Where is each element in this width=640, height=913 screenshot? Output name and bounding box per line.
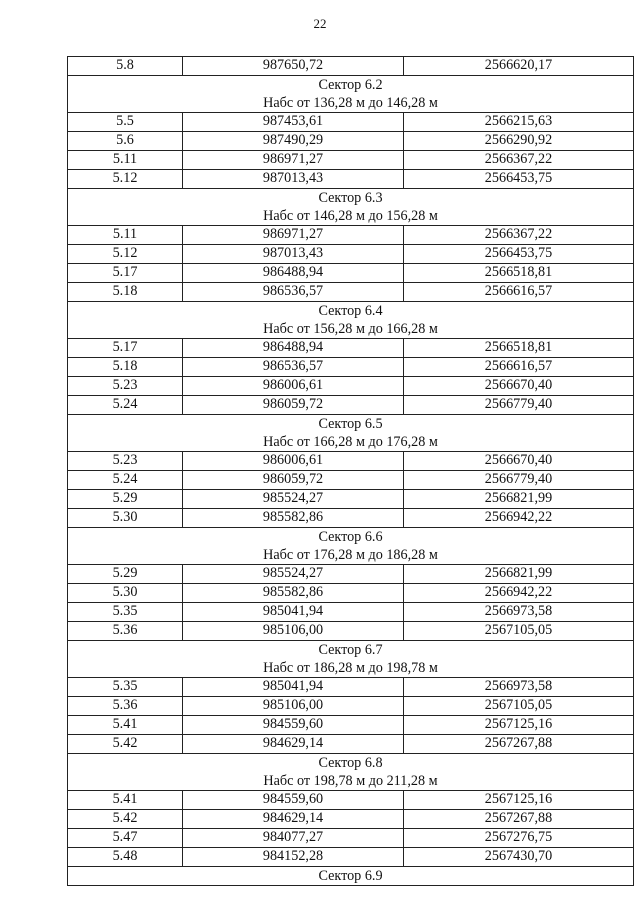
sector-range: Набс от 198,78 м до 211,28 м: [263, 773, 438, 789]
table-row: [68, 565, 633, 584]
x-coordinate-cell: 985582,86: [183, 584, 404, 602]
y-coordinate-cell: 2566779,40: [484, 396, 553, 412]
x-coordinate-cell: 986059,72: [183, 471, 404, 489]
point-cell: 5.18: [68, 358, 183, 376]
x-coordinate-cell: 987490,29: [183, 132, 404, 150]
sector-range: Набс от 136,28 м до 146,28 м: [263, 95, 438, 111]
table-row: [68, 716, 633, 735]
point-cell: 5.23: [68, 452, 183, 470]
y-coordinate-cell: 2567267,88: [484, 735, 553, 751]
point-cell: 5.35: [68, 678, 183, 696]
x-coordinate-cell: 987453,61: [183, 113, 404, 131]
point-cell: 5.29: [68, 565, 183, 583]
y-coordinate-cell: 2566616,57: [484, 283, 553, 299]
sector-range: Набс от 156,28 м до 166,28 м: [263, 321, 438, 337]
x-coordinate-cell: 987013,43: [183, 245, 404, 263]
sector-title: Сектор 6.2: [318, 77, 383, 93]
x-coordinate-cell: 984629,14: [183, 735, 404, 753]
point-cell: 5.41: [68, 791, 183, 809]
table-row: [68, 622, 633, 641]
sector-header: [68, 76, 633, 113]
sector-header: [68, 302, 633, 339]
y-coordinate-cell: 2566367,22: [484, 151, 553, 167]
point-cell: 5.42: [68, 810, 183, 828]
point-cell: 5.12: [68, 170, 183, 188]
point-cell: 5.17: [68, 264, 183, 282]
y-coordinate-cell: 2566620,17: [484, 57, 553, 73]
point-cell: 5.6: [68, 132, 183, 150]
point-cell: 5.18: [68, 283, 183, 301]
x-coordinate-cell: 985106,00: [183, 622, 404, 640]
x-coordinate-cell: 984152,28: [183, 848, 404, 866]
y-coordinate-cell: 2566453,75: [484, 245, 553, 261]
y-coordinate-cell: 2566973,58: [484, 678, 553, 694]
x-coordinate-cell: 985041,94: [183, 678, 404, 696]
table-row: [68, 810, 633, 829]
table-row: [68, 339, 633, 358]
table-row: [68, 396, 633, 415]
point-cell: 5.12: [68, 245, 183, 263]
sector-header: [68, 415, 633, 452]
sector-title: Сектор 6.5: [318, 416, 383, 432]
x-coordinate-cell: 986488,94: [183, 264, 404, 282]
table-row: [68, 471, 633, 490]
y-coordinate-cell: 2566518,81: [484, 264, 553, 280]
y-coordinate-cell: 2566367,22: [484, 226, 553, 242]
y-coordinate-cell: 2566821,99: [484, 565, 553, 581]
table-row: [68, 490, 633, 509]
y-coordinate-cell: 2566215,63: [484, 113, 553, 129]
sector-title: Сектор 6.9: [318, 868, 383, 884]
sector-header: [68, 189, 633, 226]
y-coordinate-cell: 2566670,40: [484, 452, 553, 468]
table-row: [68, 697, 633, 716]
table-row: [68, 264, 633, 283]
point-cell: 5.17: [68, 339, 183, 357]
x-coordinate-cell: 984077,27: [183, 829, 404, 847]
x-coordinate-cell: 986536,57: [183, 283, 404, 301]
point-cell: 5.36: [68, 622, 183, 640]
sector-title: Сектор 6.3: [318, 190, 383, 206]
table-row: [68, 509, 633, 528]
point-cell: 5.47: [68, 829, 183, 847]
y-coordinate-cell: 2566942,22: [484, 509, 553, 525]
y-coordinate-cell: 2566290,92: [484, 132, 553, 148]
table-row: [68, 584, 633, 603]
table-row: [68, 245, 633, 264]
x-coordinate-cell: 985106,00: [183, 697, 404, 715]
x-coordinate-cell: 984629,14: [183, 810, 404, 828]
point-cell: 5.24: [68, 396, 183, 414]
y-coordinate-cell: 2567125,16: [484, 716, 553, 732]
table-row: [68, 226, 633, 245]
sector-header: [68, 867, 633, 886]
sector-header: [68, 754, 633, 791]
sector-range: Набс от 186,28 м до 198,78 м: [263, 660, 438, 676]
table-row: [68, 678, 633, 697]
table-row: [68, 283, 633, 302]
y-coordinate-cell: 2566973,58: [484, 603, 553, 619]
sector-range: Набс от 146,28 м до 156,28 м: [263, 208, 438, 224]
y-coordinate-cell: 2567105,05: [484, 622, 553, 638]
x-coordinate-cell: 986006,61: [183, 452, 404, 470]
sector-header: [68, 528, 633, 565]
point-cell: 5.30: [68, 584, 183, 602]
sector-title: Сектор 6.8: [318, 755, 383, 771]
x-coordinate-cell: 986971,27: [183, 151, 404, 169]
y-coordinate-cell: 2567105,05: [484, 697, 553, 713]
x-coordinate-cell: 986536,57: [183, 358, 404, 376]
table-row: [68, 151, 633, 170]
x-coordinate-cell: 985524,27: [183, 565, 404, 583]
x-coordinate-cell: 986006,61: [183, 377, 404, 395]
sector-range: Набс от 166,28 м до 176,28 м: [263, 434, 438, 450]
coordinates-table: [67, 56, 634, 886]
y-coordinate-cell: 2566670,40: [484, 377, 553, 393]
point-cell: 5.35: [68, 603, 183, 621]
point-cell: 5.41: [68, 716, 183, 734]
table-row: [68, 170, 633, 189]
table-row: [68, 791, 633, 810]
x-coordinate-cell: 986059,72: [183, 396, 404, 414]
table-row: [68, 452, 633, 471]
point-cell: 5.23: [68, 377, 183, 395]
y-coordinate-cell: 2567267,88: [484, 810, 553, 826]
x-coordinate-cell: 985582,86: [183, 509, 404, 527]
y-coordinate-cell: 2567276,75: [484, 829, 553, 845]
table-row: [68, 132, 633, 151]
x-coordinate-cell: 984559,60: [183, 716, 404, 734]
sector-range: Набс от 176,28 м до 186,28 м: [263, 547, 438, 563]
point-cell: 5.11: [68, 151, 183, 169]
point-cell: 5.29: [68, 490, 183, 508]
sector-title: Сектор 6.4: [318, 303, 383, 319]
x-coordinate-cell: 984559,60: [183, 791, 404, 809]
point-cell: 5.30: [68, 509, 183, 527]
point-cell: 5.48: [68, 848, 183, 866]
point-cell: 5.42: [68, 735, 183, 753]
table-row: [68, 113, 633, 132]
y-coordinate-cell: 2566616,57: [484, 358, 553, 374]
point-cell: 5.36: [68, 697, 183, 715]
table-row: [68, 603, 633, 622]
sector-title: Сектор 6.7: [318, 642, 383, 658]
y-coordinate-cell: 2567125,16: [484, 791, 553, 807]
x-coordinate-cell: 987650,72: [183, 57, 404, 75]
table-row: [68, 848, 633, 867]
table-row: [68, 57, 633, 76]
table-row: [68, 377, 633, 396]
sector-title: Сектор 6.6: [318, 529, 383, 545]
point-cell: 5.24: [68, 471, 183, 489]
x-coordinate-cell: 985041,94: [183, 603, 404, 621]
sector-header: [68, 641, 633, 678]
table-row: [68, 829, 633, 848]
x-coordinate-cell: 986488,94: [183, 339, 404, 357]
x-coordinate-cell: 985524,27: [183, 490, 404, 508]
y-coordinate-cell: 2566453,75: [484, 170, 553, 186]
table-row: [68, 358, 633, 377]
table-row: [68, 735, 633, 754]
point-cell: 5.8: [68, 57, 183, 75]
x-coordinate-cell: 986971,27: [183, 226, 404, 244]
point-cell: 5.5: [68, 113, 183, 131]
x-coordinate-cell: 987013,43: [183, 170, 404, 188]
point-cell: 5.11: [68, 226, 183, 244]
page-number: 22: [313, 16, 327, 31]
y-coordinate-cell: 2567430,70: [484, 848, 553, 864]
y-coordinate-cell: 2566942,22: [484, 584, 553, 600]
y-coordinate-cell: 2566518,81: [484, 339, 553, 355]
y-coordinate-cell: 2566821,99: [484, 490, 553, 506]
y-coordinate-cell: 2566779,40: [484, 471, 553, 487]
